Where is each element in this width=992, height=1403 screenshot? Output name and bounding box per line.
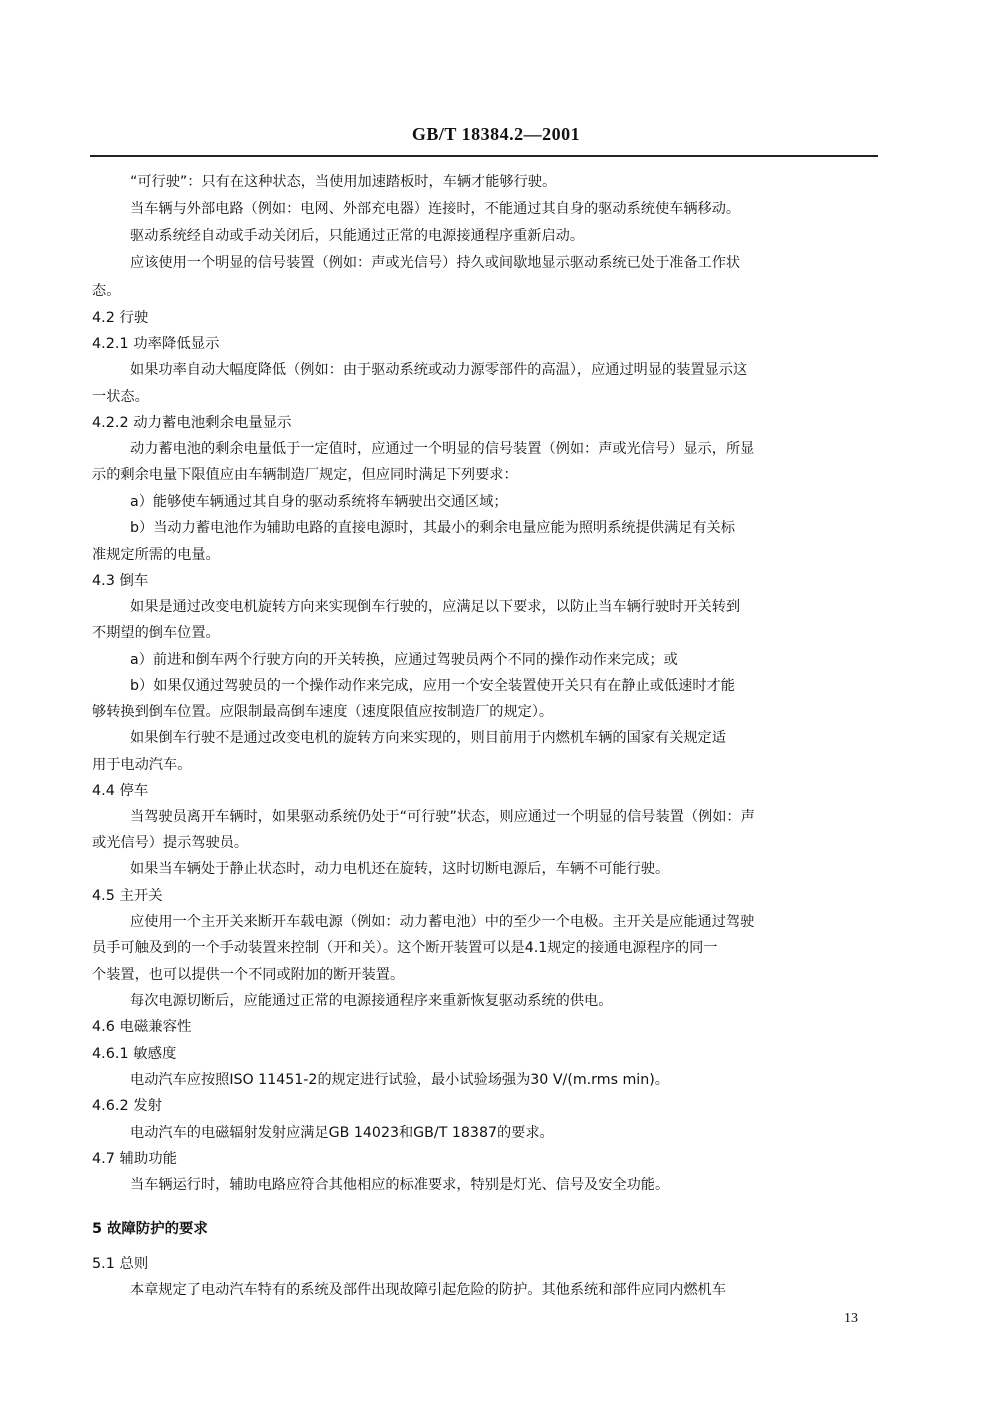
section-heading: 4.6 电磁兼容性: [92, 1019, 192, 1035]
subsection-heading: 4.6.1 敏感度: [92, 1046, 177, 1062]
list-item: b）当动力蓄电池作为辅助电路的直接电源时，其最小的剩余电量应能为照明系统提供满足有关标: [130, 520, 735, 536]
text-line: 如果倒车行驶不是通过改变电机的旋转方向来实现的，则目前用于内燃机车辆的国家有关规定适: [130, 730, 726, 746]
section-heading: 4.5 主开关: [92, 888, 163, 904]
section-heading: 4.3 倒车: [92, 573, 149, 589]
section-heading: 5.1 总则: [92, 1256, 149, 1272]
text-line: 示的剩余电量下限值应由车辆制造厂规定，但应同时满足下列要求：: [92, 467, 518, 483]
subsection-heading: 4.2.1 功率降低显示: [92, 336, 220, 352]
chapter-heading: 5 故障防护的要求: [92, 1221, 208, 1237]
text-line: 或光信号）提示驾驶员。: [92, 835, 249, 851]
text-line: 驱动系统经自动或手动关闭后，只能通过正常的电源接通程序重新启动。: [130, 228, 585, 244]
text-line: 如果是通过改变电机旋转方向来实现倒车行驶的，应满足以下要求，以防止当车辆行驶时开关转到: [130, 599, 741, 615]
list-item: a）前进和倒车两个行驶方向的开关转换，应通过驾驶员两个不同的操作动作来完成；或: [130, 652, 678, 668]
text-line: 每次电源切断后，应能通过正常的电源接通程序来重新恢复驱动系统的供电。: [130, 993, 613, 1009]
section-heading: 4.2 行驶: [92, 310, 149, 326]
text-line: 准规定所需的电量。: [92, 547, 220, 563]
text-line: 电动汽车的电磁辐射发射应满足GB 14023和GB/T 18387的要求。: [130, 1125, 554, 1141]
section-heading: 4.7 辅助功能: [92, 1151, 178, 1167]
text-line: 动力蓄电池的剩余电量低于一定值时，应通过一个明显的信号装置（例如：声或光信号）显示，所显: [130, 441, 755, 457]
text-line: 够转换到倒车位置。应限制最高倒车速度（速度限值应按制造厂的规定）。: [92, 704, 554, 720]
text-line: 不期望的倒车位置。: [92, 625, 220, 641]
text-line: 本章规定了电动汽车特有的系统及部件出现故障引起危险的防护。其他系统和部件应同内燃机车: [130, 1282, 726, 1298]
list-item: a）能够使车辆通过其自身的驱动系统将车辆驶出交通区域；: [130, 494, 508, 510]
header-rule: [90, 155, 878, 157]
text-line: 用于电动汽车。: [92, 757, 192, 773]
section-heading: 4.4 停车: [92, 783, 149, 799]
text-line: 员手可触及到的一个手动装置来控制（开和关）。这个断开装置可以是4.1规定的接通电源程序的同一: [92, 940, 718, 956]
text-line: 应该使用一个明显的信号装置（例如：声或光信号）持久或间歇地显示驱动系统已处于准备工作状: [130, 255, 741, 271]
text-line: 当驾驶员离开车辆时，如果驱动系统仍处于“可行驶”状态，则应通过一个明显的信号装置（例如：声: [130, 809, 755, 825]
list-item: b）如果仅通过驾驶员的一个操作动作来完成，应用一个安全装置使开关只有在静止或低速时才能: [130, 678, 735, 694]
text-line: 应使用一个主开关来断开车载电源（例如：动力蓄电池）中的至少一个电极。主开关是应能通过驾驶: [130, 914, 755, 930]
text-line: 个装置，也可以提供一个不同或附加的断开装置。: [92, 967, 405, 983]
text-line: 如果功率自动大幅度降低（例如：由于驱动系统或动力源零部件的高温），应通过明显的装置显示这: [130, 362, 748, 378]
text-line: 当车辆与外部电路（例如：电网、外部充电器）连接时，不能通过其自身的驱动系统使车辆移动。: [130, 201, 741, 217]
standard-number-header: GB/T 18384.2—2001: [411, 124, 581, 144]
text-line: 电动汽车应按照ISO 11451-2的规定进行试验，最小试验场强为30 V/(m.rms min)。: [130, 1072, 669, 1088]
text-line: “可行驶”：只有在这种状态，当使用加速踏板时，车辆才能够行驶。: [130, 174, 557, 190]
text-line: 一状态。: [92, 389, 149, 405]
text-line: 如果当车辆处于静止状态时，动力电机还在旋转，这时切断电源后，车辆不可能行驶。: [130, 861, 670, 877]
text-line: 当车辆运行时，辅助电路应符合其他相应的标准要求，特别是灯光、信号及安全功能。: [130, 1177, 670, 1193]
subsection-heading: 4.2.2 动力蓄电池剩余电量显示: [92, 415, 292, 431]
text-line: 态。: [92, 283, 121, 299]
page-number: 13: [844, 1311, 858, 1326]
subsection-heading: 4.6.2 发射: [92, 1098, 162, 1114]
